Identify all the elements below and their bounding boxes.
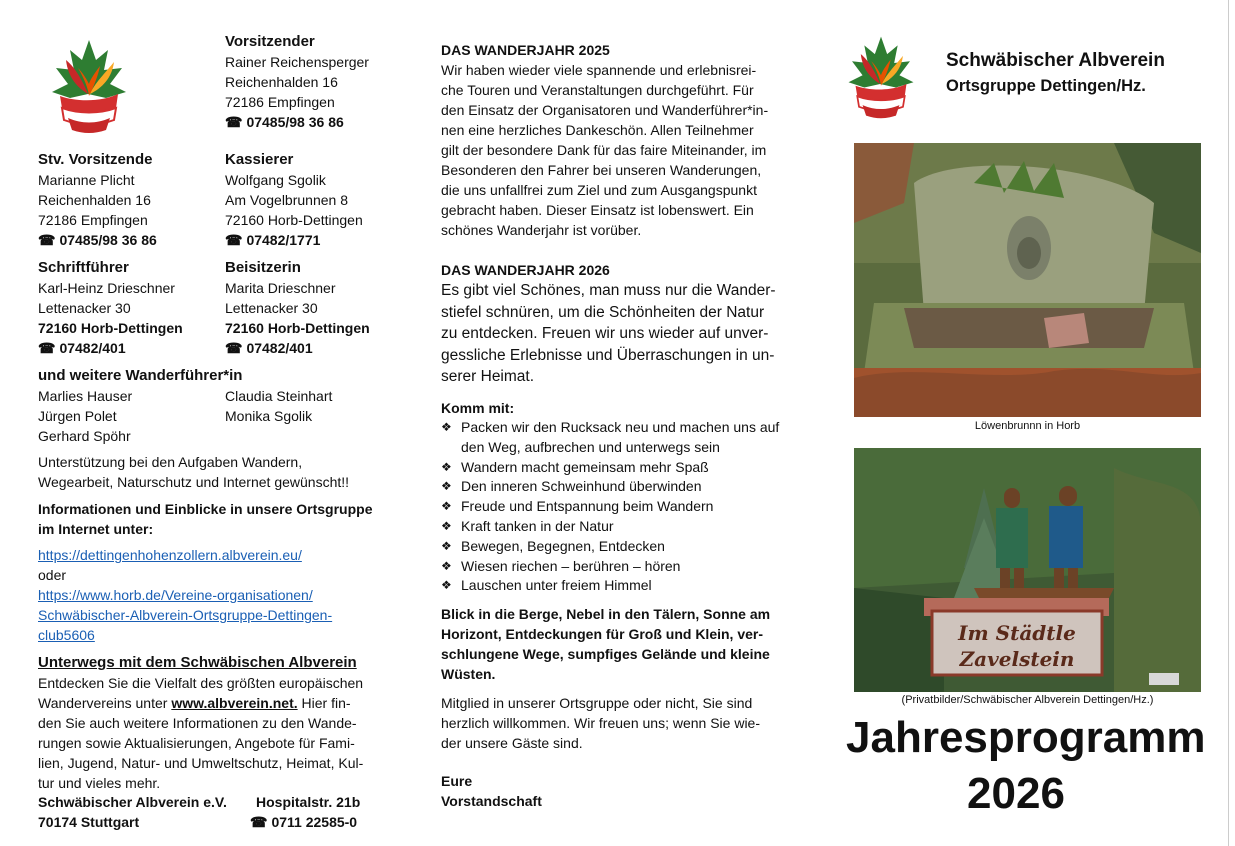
diamond-bullet-icon: ❖ bbox=[441, 479, 452, 494]
kassierer-street: Am Vogelbrunnen 8 bbox=[225, 192, 348, 208]
photo-credit: (Privatbilder/Schwäbischer Albverein Dettingen/Hz.) bbox=[901, 694, 1154, 706]
unterwegs-text: den Sie auch weitere Informationen zu den Wande- bbox=[38, 715, 357, 731]
eure-text: Eure bbox=[441, 773, 473, 789]
schriftfuehrer-phone: ☎ 07482/401 bbox=[38, 338, 183, 358]
wanderfuehrer-name: Gerhard Spöhr bbox=[38, 428, 131, 444]
wanderjahr-2026-heading: DAS WANDERJAHR 2026 bbox=[441, 262, 610, 278]
blick-text: Blick in die Berge, Nebel in den Tälern, Sonne am bbox=[441, 606, 771, 622]
unterwegs-text: tur und vieles mehr. bbox=[38, 775, 161, 791]
blick-text: Wüsten. bbox=[441, 666, 496, 682]
beisitzerin-phone: ☎ 07482/401 bbox=[225, 338, 370, 358]
komm-mit-list bbox=[441, 418, 791, 596]
support-text: Wegearbeit, Naturschutz und Internet gewünscht!! bbox=[38, 474, 350, 490]
stv-name: Marianne Plicht bbox=[38, 172, 135, 188]
vorsitzender-title: Vorsitzender bbox=[225, 33, 315, 50]
stv-title: Stv. Vorsitzende bbox=[38, 151, 153, 168]
unterwegs-text: Entdecken Sie die Vielfalt des größten europäischen bbox=[38, 675, 364, 691]
wanderfuehrer-name: Jürgen Polet bbox=[38, 408, 117, 424]
photo-caption: Löwenbrunnn in Horb bbox=[974, 420, 1081, 432]
website-link[interactable]: https://dettingenhohenzollern.albverein.eu/ bbox=[38, 547, 302, 563]
diamond-bullet-icon: ❖ bbox=[441, 558, 452, 573]
wanderjahr-2026-text: serer Heimat. bbox=[441, 368, 535, 385]
stv-phone: ☎ 07485/98 36 86 bbox=[38, 230, 157, 250]
unterwegs-heading: Unterwegs mit dem Schwäbischen Albverein bbox=[38, 654, 357, 671]
list-item: ❖ Packen wir den Rucksack neu und machen uns auf den Weg, aufbrechen und unterwegs sein bbox=[441, 419, 780, 455]
kassierer-phone: ☎ 07482/1771 bbox=[225, 230, 363, 250]
albverein-logo bbox=[48, 38, 130, 134]
vorsitzender-street: Reichenhalden 16 bbox=[225, 74, 338, 90]
kassierer-city: 72160 Horb-Dettingen bbox=[225, 212, 363, 228]
wanderjahr-2026-text: zu entdecken. Freuen wir uns wieder auf unver- bbox=[441, 325, 769, 342]
org-name: Schwäbischer Albverein bbox=[946, 50, 1165, 71]
wanderjahr-2025-text: den Einsatz der Organisatoren und Wanderführer*in- bbox=[441, 102, 769, 118]
diamond-bullet-icon: ❖ bbox=[441, 578, 452, 593]
page-title-year: 2026 bbox=[967, 769, 1065, 818]
diamond-bullet-icon: ❖ bbox=[441, 538, 452, 553]
wanderjahr-2025-text: Wir haben wieder viele spannende und erlebnisrei- bbox=[441, 62, 757, 78]
wanderjahr-2025-heading: DAS WANDERJAHR 2025 bbox=[441, 42, 610, 58]
loewenbrunnen-photo bbox=[854, 143, 1201, 417]
sign-line-1: Im Städtle bbox=[958, 621, 1076, 645]
footer-city: 70174 Stuttgart bbox=[38, 814, 140, 830]
list-item: ❖ Wandern macht gemeinsam mehr Spaß bbox=[441, 458, 791, 478]
wanderfuehrer-name: Claudia Steinhart bbox=[225, 388, 333, 404]
wanderjahr-2025-text: gilt der besondere Dank für das faire Miteinander, im bbox=[441, 142, 767, 158]
unterwegs-text: lien, Jugend, Natur- und Umweltschutz, Heimat, Kul- bbox=[38, 755, 364, 771]
diamond-bullet-icon: ❖ bbox=[441, 499, 452, 514]
schriftfuehrer-name: Karl-Heinz Drieschner bbox=[38, 280, 175, 296]
info-heading: im Internet unter: bbox=[38, 521, 154, 537]
footer-org: Schwäbischer Albverein e.V. bbox=[38, 794, 227, 810]
mitglied-text: Mitglied in unserer Ortsgruppe oder nicht, Sie sind bbox=[441, 695, 753, 711]
wanderfuehrer-name: Monika Sgolik bbox=[225, 408, 313, 424]
unterwegs-text: Wandervereins unter bbox=[38, 695, 168, 711]
list-item: ❖ Lauschen unter freiem Himmel bbox=[441, 576, 791, 596]
blick-text: Horizont, Entdeckungen für Groß und Klein, ver- bbox=[441, 626, 764, 642]
horb-link[interactable]: https://www.horb.de/Vereine-organisationen/ bbox=[38, 587, 313, 603]
diamond-bullet-icon: ❖ bbox=[441, 420, 452, 434]
wanderjahr-2026-text: Es gibt viel Schönes, man muss nur die Wander- bbox=[441, 282, 776, 299]
footer-phone: ☎ 0711 22585-0 bbox=[250, 812, 357, 832]
wanderjahr-2025-text: gebracht haben. Dieser Einsatz ist lobenswert. Ein bbox=[441, 202, 754, 218]
page-title: Jahresprogramm bbox=[846, 713, 1206, 762]
sign-line-2: Zavelstein bbox=[959, 647, 1075, 671]
albverein-link[interactable]: www.albverein.net. bbox=[171, 695, 298, 711]
list-item: ❖ Kraft tanken in der Natur bbox=[441, 517, 791, 537]
diamond-bullet-icon: ❖ bbox=[441, 518, 452, 533]
vorsitzender-name: Rainer Reichensperger bbox=[225, 54, 369, 70]
wanderjahr-2025-text: die uns unfallfrei zum Ziel und zum Ausgangspunkt bbox=[441, 182, 757, 198]
schriftfuehrer-street: Lettenacker 30 bbox=[38, 300, 131, 316]
zavelstein-photo bbox=[854, 448, 1201, 692]
stv-city: 72186 Empfingen bbox=[38, 212, 148, 228]
page-edge-divider bbox=[1228, 0, 1229, 846]
albverein-logo bbox=[845, 34, 917, 120]
footer-street: Hospitalstr. 21b bbox=[256, 794, 361, 810]
info-heading: Informationen und Einblicke in unsere Ortsgruppe bbox=[38, 501, 373, 517]
vorsitzender-phone: ☎ 07485/98 36 86 bbox=[225, 112, 369, 132]
list-item: ❖ Bewegen, Begegnen, Entdecken bbox=[441, 537, 791, 557]
unterwegs-text: Hier fin- bbox=[301, 695, 351, 711]
stv-street: Reichenhalden 16 bbox=[38, 192, 151, 208]
diamond-bullet-icon: ❖ bbox=[441, 459, 452, 474]
horb-link[interactable]: club5606 bbox=[38, 627, 95, 643]
unterwegs-text: rungen sowie Aktualisierungen, Angebote für Fami- bbox=[38, 735, 355, 751]
beisitzerin-street: Lettenacker 30 bbox=[225, 300, 318, 316]
wanderfuehrer-name: Marlies Hauser bbox=[38, 388, 133, 404]
mitglied-text: der unsere Gäste sind. bbox=[441, 735, 583, 751]
wanderjahr-2026-text: stiefel schnüren, um die Schönheiten der Natur bbox=[441, 303, 765, 321]
wanderjahr-2025-text: nen eine herzliches Dankeschön. Allen Teilnehmer bbox=[441, 122, 754, 138]
blick-text: schlungene Wege, sumpfiges Gelände und kleine bbox=[441, 646, 770, 662]
beisitzerin-title: Beisitzerin bbox=[225, 259, 301, 276]
mitglied-text: herzlich willkommen. Wir freuen uns; wenn Sie wie- bbox=[441, 715, 760, 731]
wanderjahr-2025-text: che Touren und Veranstaltungen durchgeführt. Für bbox=[441, 82, 754, 98]
list-item: ❖ Wiesen riechen – berühren – hören bbox=[441, 557, 791, 577]
vorsitzender-city: 72186 Empfingen bbox=[225, 94, 335, 110]
schriftfuehrer-title: Schriftführer bbox=[38, 259, 129, 276]
oder-text: oder bbox=[38, 567, 67, 583]
wanderjahr-2026-text: gessliche Erlebnisse und Überraschungen in un- bbox=[441, 346, 775, 364]
komm-mit-heading: Komm mit: bbox=[441, 400, 515, 416]
wanderjahr-2025-text: schönes Wanderjahr ist vorüber. bbox=[441, 222, 642, 238]
list-item: ❖ Freude und Entspannung beim Wandern bbox=[441, 497, 791, 517]
wanderjahr-2025-text: Besonderen den Fahrer bei unseren Wanderungen, bbox=[441, 162, 762, 178]
kassierer-name: Wolfgang Sgolik bbox=[225, 172, 326, 188]
list-item: ❖ Den inneren Schweinhund überwinden bbox=[441, 477, 791, 497]
beisitzerin-name: Marita Drieschner bbox=[225, 280, 336, 296]
vorstandschaft-text: Vorstandschaft bbox=[441, 793, 542, 809]
kassierer-title: Kassierer bbox=[225, 151, 294, 168]
beisitzerin-city: 72160 Horb-Dettingen bbox=[225, 320, 370, 336]
weitere-title: und weitere Wanderführer*in bbox=[38, 367, 243, 384]
schriftfuehrer-city: 72160 Horb-Dettingen bbox=[38, 320, 183, 336]
horb-link[interactable]: Schwäbischer-Albverein-Ortsgruppe-Dettingen- bbox=[38, 607, 333, 623]
support-text: Unterstützung bei den Aufgaben Wandern, bbox=[38, 454, 303, 470]
org-subname: Ortsgruppe Dettingen/Hz. bbox=[946, 77, 1146, 95]
